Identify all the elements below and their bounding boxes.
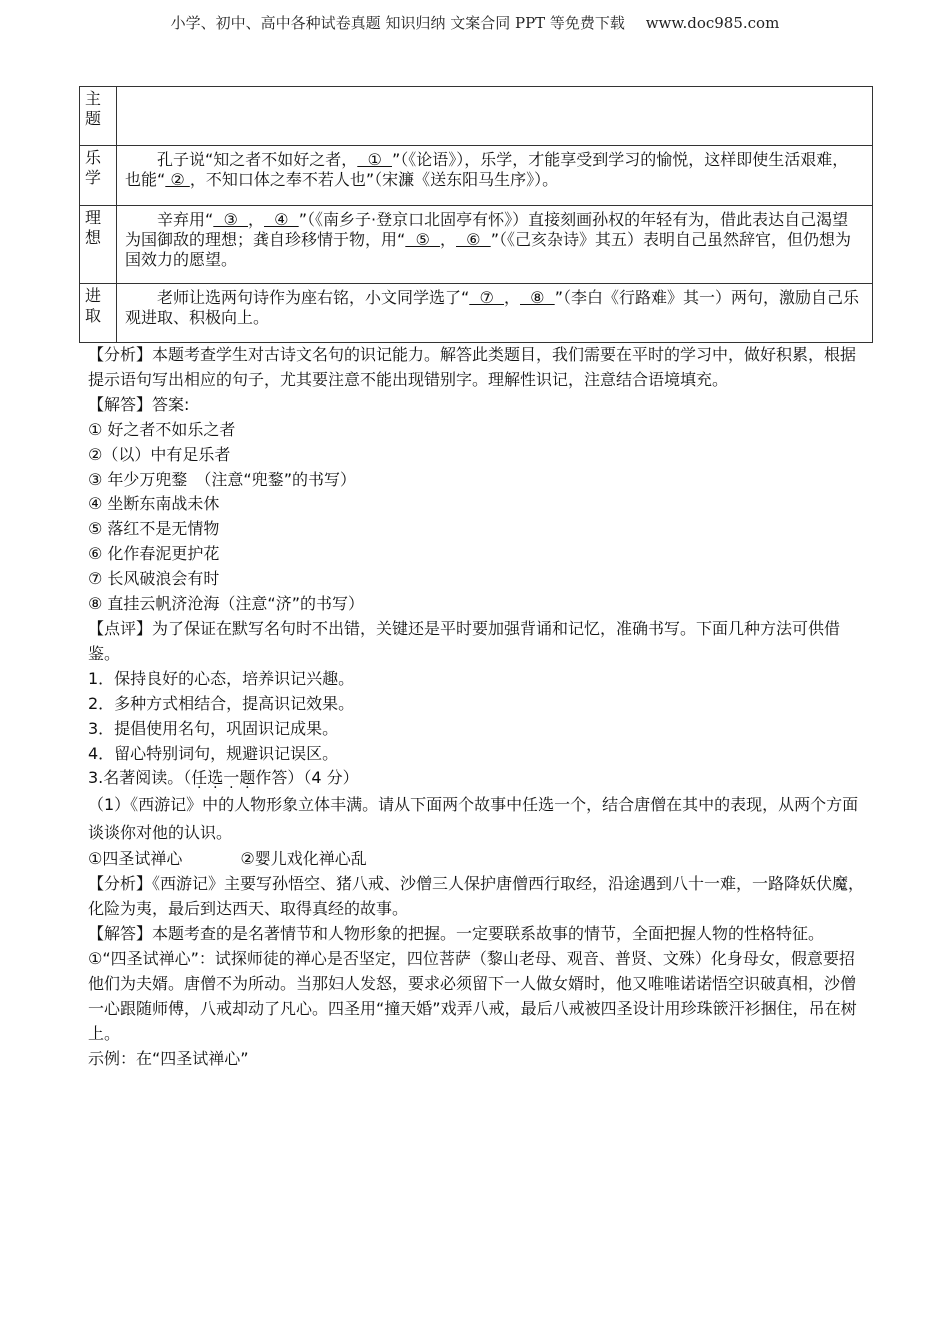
q3-suffix: 作答）（4 分） bbox=[255, 768, 359, 788]
list-item: ⑧ 直挂云帆济沧海（注意“济”的书写） bbox=[88, 594, 365, 614]
row-text: ， bbox=[503, 288, 520, 307]
analysis-paragraph-2: 【分析】《西游记》主要写孙悟空、猪八戒、沙僧三人保护唐僧西行取经，沿途遇到八十一难，一路降妖伏魔，化险为夷，最后到达西天、取得真经的故事。 bbox=[88, 874, 865, 919]
row-text: 孔子说“知之者不如好之者， bbox=[157, 150, 358, 169]
answer-paragraph-2: 【解答】本题考查的是名著情节和人物形象的把握。一定要联系故事的情节，全面把握人物的性格特征。 bbox=[88, 924, 825, 944]
row-text: ， bbox=[247, 210, 264, 229]
table-row bbox=[80, 146, 873, 206]
answer-blank[interactable]: ② bbox=[165, 170, 190, 189]
emphasis-char: 一 bbox=[223, 768, 240, 788]
row-text: 辛弃用“ bbox=[157, 210, 214, 229]
list-item: 2．多种方式相结合，提高识记效果。 bbox=[88, 693, 355, 713]
story-description: ①“四圣试禅心”：试探师徒的禅心是否坚定，四位菩萨（黎山老母、观音、普贤、文殊）化身母女，假意要招他们为夫婿。唐僧不为所动。当那妇人发怒，要求必须留下一人做女婿时，他又唯唯诺诺悟空识破真相，沙僧一心跟随师傅，八戒却动了凡心。四圣用“撞天婚”戏弄八戒，最后八戒被四圣设计用珍珠篏汗衫捆住，吊在树上。 bbox=[88, 948, 857, 1043]
list-item: ⑤ 落红不是无情物 bbox=[88, 519, 220, 539]
row-text: ”（《论语》），乐学，才能享受到学习的愉悦，这样即使生活艰难，也能“ bbox=[125, 150, 849, 189]
row-body bbox=[117, 87, 873, 146]
row-text: ”（李白《行路难》其一）两句，激励自己乐观进取、积极向上。 bbox=[125, 288, 859, 327]
list-item: ②（以）中有足乐者 bbox=[88, 444, 231, 464]
answer-content bbox=[88, 343, 868, 1071]
answer-list bbox=[88, 418, 868, 617]
story-option-2: ②婴儿戏化禅心乱 bbox=[240, 849, 367, 869]
emphasis-char: 选 bbox=[207, 768, 224, 788]
story-option-1: ①四圣试禅心 bbox=[88, 849, 183, 869]
answer-blank[interactable]: ① bbox=[357, 150, 392, 169]
row-label: 进取 bbox=[80, 284, 117, 343]
answer-blank[interactable]: ④ bbox=[264, 210, 299, 229]
answer-title: 【解答】答案: bbox=[88, 394, 190, 414]
row-text: ，不知口体之奉不若人也”（宋濂《送东阳马生序》）。 bbox=[189, 170, 559, 189]
answer-blank[interactable]: ⑧ bbox=[520, 288, 555, 307]
row-body bbox=[117, 284, 873, 343]
row-label: 乐学 bbox=[80, 146, 117, 206]
list-item: 1．保持良好的心态，培养识记兴趣。 bbox=[88, 668, 355, 688]
answer-blank[interactable]: ③ bbox=[213, 210, 248, 229]
emphasis-char: 任 bbox=[191, 768, 208, 788]
answer-blank[interactable]: ⑦ bbox=[469, 288, 504, 307]
question-3-1: （1）《西游记》中的人物形象立体丰满。请从下面两个故事中任选一个，结合唐僧在其中的表现，从两个方面谈谈你对他的认识。 bbox=[88, 795, 859, 843]
answer-blank[interactable]: ⑤ bbox=[405, 230, 440, 249]
story-options bbox=[88, 847, 868, 872]
row-text: ， bbox=[439, 230, 456, 249]
header-text: 小学、初中、高中各种试卷真题 知识归纳 文案合同 PPT 等免费下载 bbox=[170, 14, 625, 32]
method-list bbox=[88, 667, 868, 767]
header-url[interactable]: www.doc985.com bbox=[645, 14, 780, 32]
example-line: 示例：在“四圣试禅心” bbox=[88, 1048, 249, 1068]
row-text: 老师让选两句诗作为座右铭，小文同学选了“ bbox=[157, 288, 470, 307]
row-text: ”（《己亥杂诗》其五）表明自己虽然辞官，但仍想为国效力的愿望。 bbox=[125, 230, 851, 269]
q3-prefix: 3.名著阅读。（ bbox=[88, 768, 192, 788]
q3-dotted bbox=[191, 768, 255, 787]
row-body bbox=[117, 146, 873, 206]
analysis-paragraph: 【分析】本题考查学生对古诗文名句的识记能力。解答此类题目，我们需要在平时的学习中，做好积累，根据提示语句写出相应的句子，尤其要注意不能出现错别字。理解性识记，注意结合语境填充。 bbox=[88, 345, 857, 389]
list-item: ④ 坐断东南战未休 bbox=[88, 494, 220, 514]
row-label: 理想 bbox=[80, 206, 117, 284]
comment-paragraph: 【点评】为了保证在默写名句时不出错，关键还是平时要加强背诵和记忆，准确书写。下面几种方法可供借鉴。 bbox=[88, 618, 841, 663]
page-header bbox=[0, 12, 950, 33]
list-item: ① 好之者不如乐之者 bbox=[88, 419, 236, 439]
emphasis-char: 题 bbox=[239, 768, 256, 788]
list-item: ③ 年少万兜鍪 （注意“兜鍪”的书写） bbox=[88, 469, 357, 489]
question-3-title bbox=[88, 766, 868, 791]
list-item: ⑥ 化作春泥更护花 bbox=[88, 544, 220, 564]
list-item: 4．留心特别词句，规避识记误区。 bbox=[88, 743, 339, 763]
list-item: ⑦ 长风破浪会有时 bbox=[88, 569, 220, 589]
table-row bbox=[80, 206, 873, 284]
row-label: 主题 bbox=[80, 87, 117, 146]
table-row bbox=[80, 87, 873, 146]
row-body bbox=[117, 206, 873, 284]
list-item: 3．提倡使用名句，巩固识记成果。 bbox=[88, 718, 339, 738]
poem-table bbox=[79, 86, 873, 343]
row-text: ”（《南乡子·登京口北固亭有怀》）直接刻画孙权的年轻有为，借此表达自己渴望为国御敌的理想；龚自珍移情于物，用“ bbox=[125, 210, 849, 249]
table-row bbox=[80, 284, 873, 343]
answer-blank[interactable]: ⑥ bbox=[456, 230, 491, 249]
